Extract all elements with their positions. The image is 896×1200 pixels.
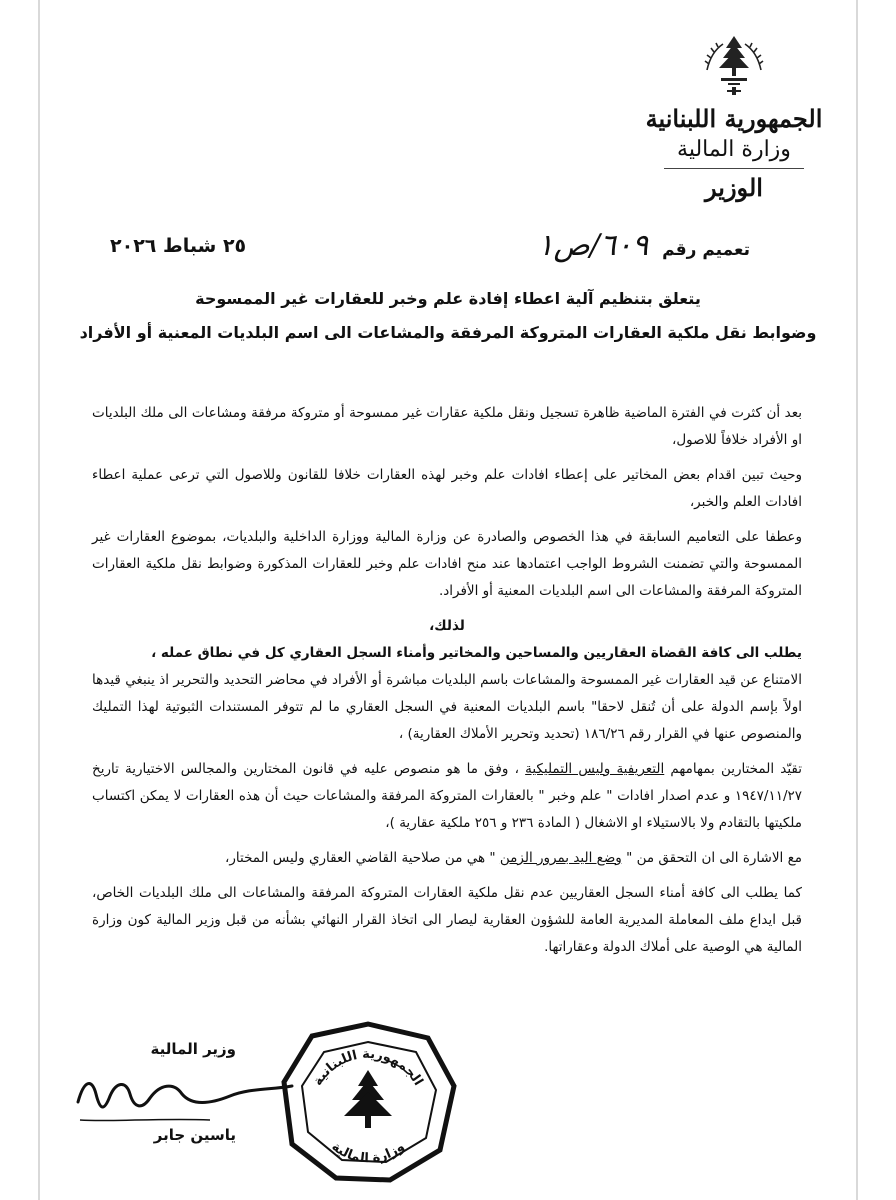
paragraph-6-start: مع الاشارة الى ان التحقق من " <box>621 850 802 866</box>
paragraph-2: وحيث تبين اقدام بعض المخاتير على إعطاء افادات علم وخبر لهذه العقارات خلافا للقانون وللاصول التي ترعى عملية اعطاء افادات العلم والخبر، <box>92 467 802 510</box>
paragraph-5 <box>92 756 802 837</box>
seal-text-top: الجمهورية اللبنانية <box>310 1046 426 1089</box>
paragraph-7: كما يطلب الى كافة أمناء السجل العقاريين عدم نقل ملكية العقارات المتروكة المرفقة والمشاعات الى ملك البلديات الخاص، قبل ايداع ملف المعاملة المديرية العامة للشؤون العقارية ليصار الى اتخاذ القرار النهائي بشأنه من قبل وزير المالية كون وزارة المالية هي الوصية على أملاك الدولة وعقاراتها. <box>92 885 802 955</box>
paragraph-1: بعد أن كثرت في الفترة الماضية ظاهرة تسجيل ونقل ملكية عقارات غير ممسوحة أو متروكة مرفقة ومشاعات الى ملك البلديات او الأفراد خلافاً للاصول، <box>92 405 802 448</box>
republic-name: الجمهورية اللبنانية <box>645 104 823 133</box>
paragraph-3: وعطفا على التعاميم السابقة في هذا الخصوص والصادرة عن وزارة المالية ووزارة الداخلية والبلديات، بموضوع العقارات غير الممسوحة والتي تضمنت الشروط الواجب اعتمادها عند منح افادات علم وخبر للعقارات المذكورة وضوابط نقل ملكية العقارات المتروكة المرفقة والمشاعات الى اسم البلديات المعنية أو الأفراد. <box>92 529 802 599</box>
signatory-name: ياسين جابر <box>153 1126 236 1144</box>
page-edge-right <box>856 0 858 1200</box>
minister-label: الوزير <box>705 173 763 202</box>
circular-number-block <box>537 228 750 263</box>
circular-date: ٢٥ شباط ٢٠٢٦ <box>110 234 247 257</box>
subject <box>60 282 836 350</box>
paragraph-5-end: ، وفق ما هو منصوص عليه في قانون المختارين والمجالس الاختيارية تاريخ ١٩٤٧/١١/٢٧ و عدم اصدار افادات " علم وخبر " بالعقارات المتروكة المرفقة والمشاعات حيث أن هذه العقارات لا يمكن اكتساب ملكيتها بالتقادم ولا بالاستيلاء او الاشغال ( المادة ٢٣٦ و ٢٥٦ ملكية عقارية )، <box>92 761 802 831</box>
header-divider <box>664 168 804 169</box>
paragraph-5-start: تقيّد المختارين بمهامهم <box>664 761 802 777</box>
subject-line-2: وضوابط نقل ملكية العقارات المتروكة المرفقة والمشاعات الى اسم البلديات المعنية أو الأفراد <box>79 323 817 342</box>
request-line: يطلب الى كافة القضاة العقاريين والمساحين والمخاتير وأمناء السجل العقاري كل في نطاق عمله ، <box>151 645 802 661</box>
letterhead <box>634 30 834 202</box>
therefore-heading: لذلك، <box>429 618 465 634</box>
paragraph-4: الامتناع عن قيد العقارات غير الممسوحة والمشاعات باسم البلديات مباشرة أو الأفراد في محاضر التحديد والتحرير اذ ينبغي قيدها اولاً بإسم الدولة على أن تُنقل لاحقا" باسم البلديات المعنية في السجل العقاري ما لم تتوفر المستندات الثبوتية لهذا التمليك والمنصوص عنها في القرار رقم ١٨٦/٢٦ (تحديد وتحرير الأملاك العقارية) ، <box>92 672 802 742</box>
cedar-emblem-icon <box>699 30 769 100</box>
subject-line-1: يتعلق بتنظيم آلية اعطاء إفادة علم وخبر للعقارات غير الممسوحة <box>195 289 701 308</box>
seal-text-bottom: وزارة المالية <box>328 1139 408 1167</box>
ministry-name: وزارة المالية <box>677 137 791 162</box>
signatory-title: وزير المالية <box>150 1040 236 1058</box>
circular-label: تعميم رقم <box>662 240 750 260</box>
paragraph-6 <box>92 845 802 872</box>
circular-number: ٦٠٩/ص١ <box>537 228 649 263</box>
circular-line <box>110 228 750 263</box>
cedar-icon <box>344 1070 392 1128</box>
paragraph-6-end: " هي من صلاحية القاضي العقاري وليس المختار، <box>225 850 500 866</box>
svg-text:وزارة المالية <box>329 1139 408 1166</box>
handwritten-signature <box>70 1060 300 1130</box>
document-body <box>92 400 802 969</box>
paragraph-5-underlined: التعريفية وليس التمليكية <box>525 761 665 777</box>
page-edge-left <box>38 0 40 1200</box>
paragraph-6-underlined: وضع اليد بمرور الزمن <box>499 850 622 866</box>
official-seal <box>278 1020 458 1185</box>
